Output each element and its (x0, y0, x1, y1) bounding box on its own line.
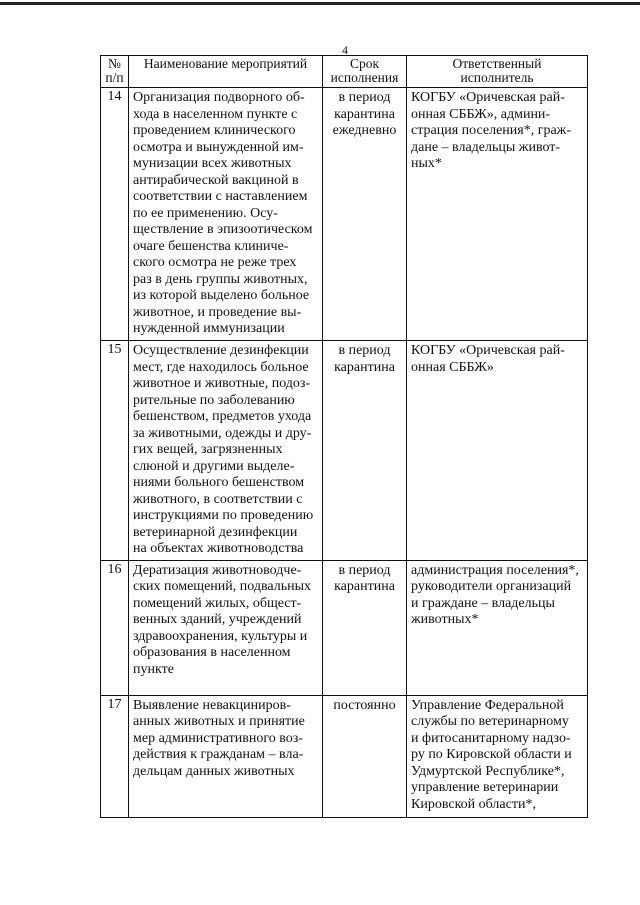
row-term: в период карантина (323, 560, 407, 695)
header-num: № п/п (101, 56, 129, 88)
row-number: 16 (101, 560, 129, 695)
row-measure: Организация подворного об- хода в населенном пункте с проведением клинического осмотра и вынужденной им- мунизации всех животных антирабической вакциной в соответствии с наставлением по ее применению. Осу- ществление в эпизоотическом очаге бешенства клиниче- ского осмотра не реже трех раз в день группы животных, из которой выделено больное животное, и проведение вы- нужденной иммунизации (129, 88, 323, 341)
row-number: 15 (101, 341, 129, 561)
row-measure: Дератизация животноводче- ских помещений, подвальных помещений жилых, общест- венных зданий, учреждений здравоохранения, культуры и образования в населенном пункте (129, 560, 323, 695)
row-term: в период карантина ежедневно (323, 88, 407, 341)
row-measure: Осуществление дезинфекции мест, где находилось больное животное и животные, подоз- рительные по заболеванию бешенством, предметов ухода за животными, одежды и дру- гих вещей, загрязненных слюной и другими выделе- ниями больного бешенством животного, в соответствии с инструкциями по проведению ветеринарной дезинфекции на объектах животноводства (129, 341, 323, 561)
table-row (101, 560, 588, 695)
row-number: 17 (101, 695, 129, 817)
page-number: 4 (342, 43, 348, 57)
header-executor: Ответственный исполнитель (407, 56, 588, 88)
header-name: Наименование мероприятий (129, 56, 323, 88)
table-header-row (101, 56, 588, 88)
row-executor: КОГБУ «Оричевская рай- онная СББЖ» (407, 341, 588, 561)
row-executor: администрация поселения*, руководители организаций и граждане – владельцы животных* (407, 560, 588, 695)
row-term: постоянно (323, 695, 407, 817)
table-row (101, 695, 588, 817)
row-measure: Выявление невакциниров- анных животных и принятие мер административного воз- действия к гражданам – вла- дельцам данных животных (129, 695, 323, 817)
row-number: 14 (101, 88, 129, 341)
row-term: в период карантина (323, 341, 407, 561)
table-row (101, 88, 588, 341)
table-row (101, 341, 588, 561)
measures-table (100, 55, 588, 818)
top-border-line (0, 2, 640, 5)
row-executor: КОГБУ «Оричевская рай- онная СББЖ», админи- страция поселения*, граж- дане – владельцы живот- ных* (407, 88, 588, 341)
row-executor: Управление Федеральной службы по ветеринарному и фитосанитарному надзо- ру по Кировской области и Удмуртской Республике*, управление ветеринарии Кировской области*, (407, 695, 588, 817)
header-term: Срок исполнения (323, 56, 407, 88)
